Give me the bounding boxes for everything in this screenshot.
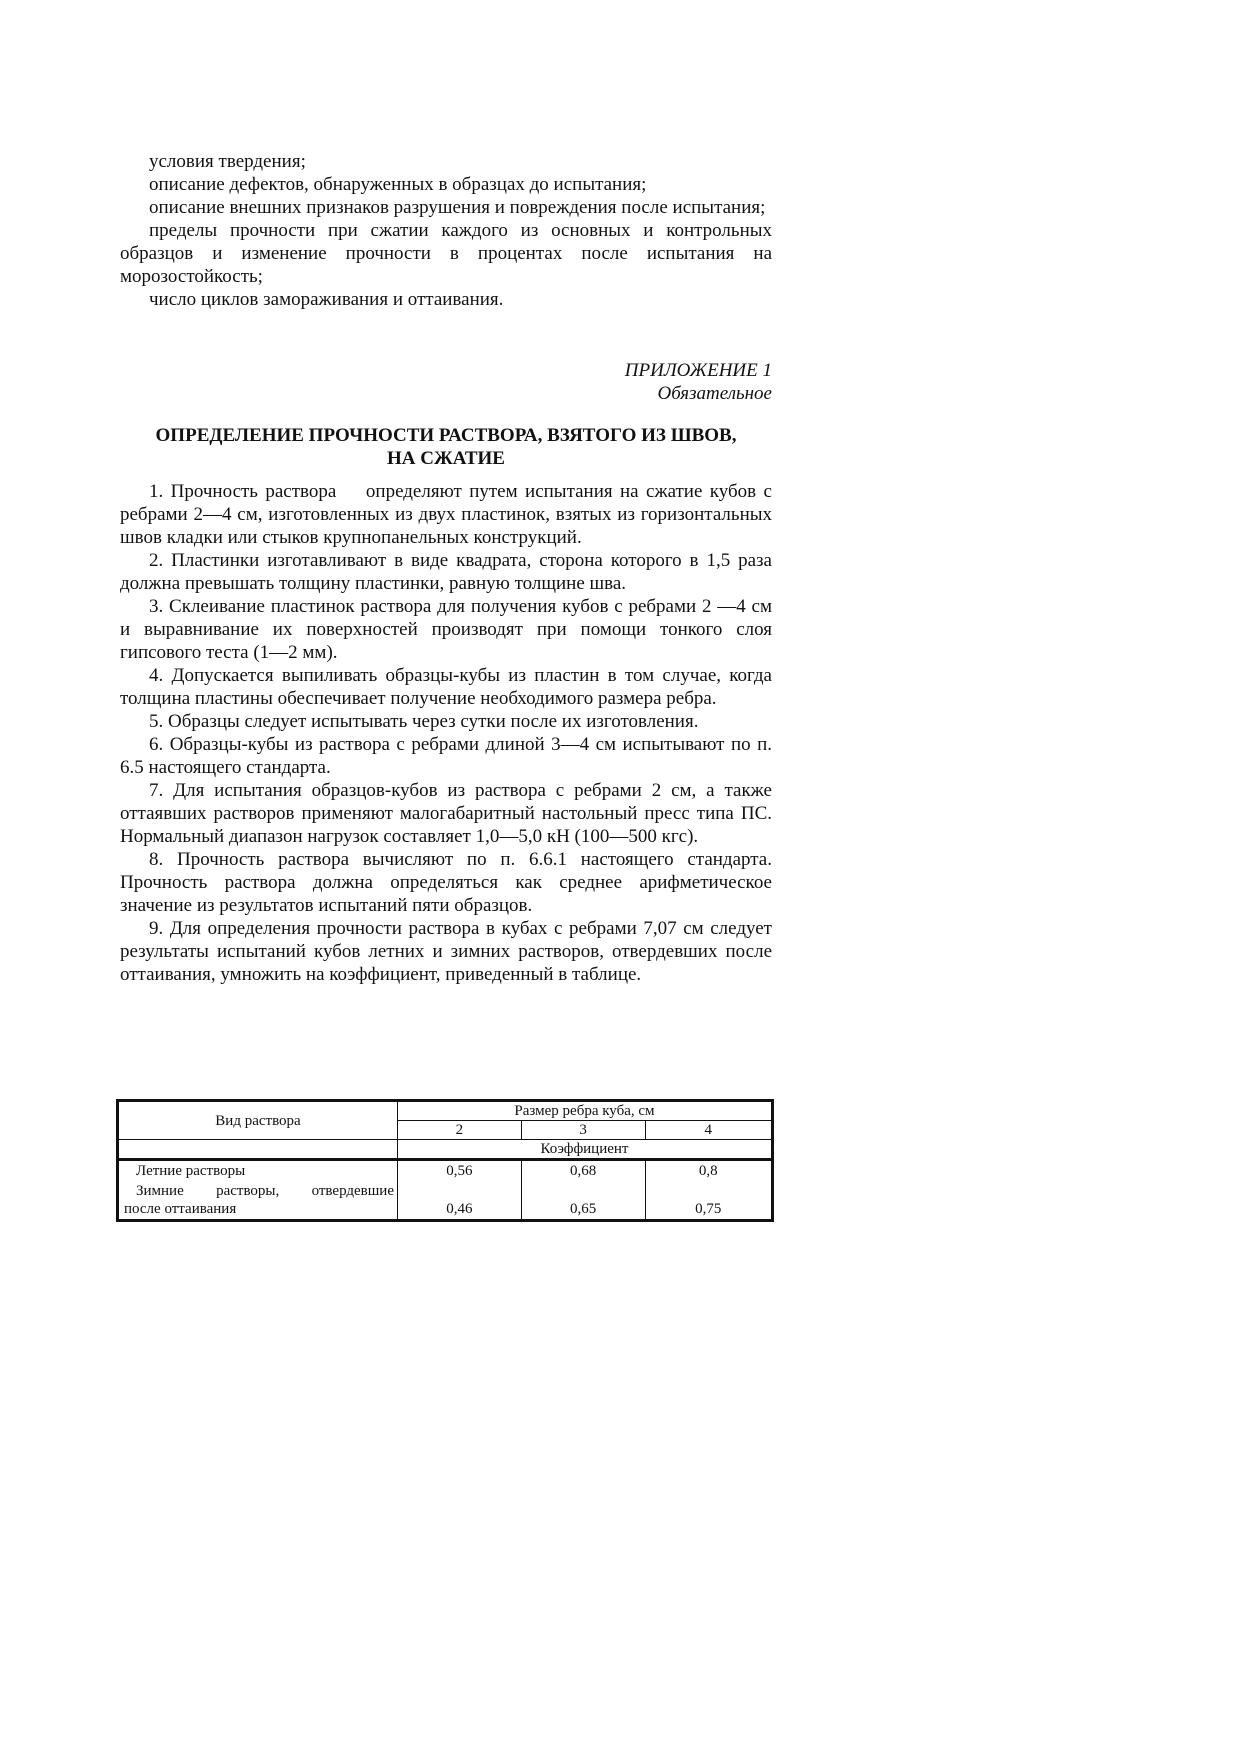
row-value: 0,65 [521, 1181, 645, 1221]
row-value: 0,68 [521, 1160, 645, 1182]
header-size-value: 3 [521, 1121, 645, 1140]
header-blank-cell [118, 1140, 398, 1160]
header-size-value: 2 [398, 1121, 522, 1140]
intro-item: условия твердения; [149, 151, 306, 172]
table-row [118, 1160, 773, 1182]
clause: 8. Прочность раствора вычисляют по п. 6.6.1 настоящего стандарта. Прочность раствора должна определяться как среднее арифметическое значение из результатов испытаний пяти образцов. [120, 849, 772, 916]
heading-line-1: ОПРЕДЕЛЕНИЕ ПРОЧНОСТИ РАСТВОРА, ВЗЯТОГО ИЗ ШВОВ, [155, 425, 737, 446]
clause: 1. Прочность раствора определяют путем испытания на сжатие кубов с ребрами 2—4 см, изготовленных из двух пластинок, взятых из горизонтальных швов кладки или стыков крупнопанельных конструкций. [120, 481, 777, 548]
row-kind-text: Зимние растворы, отвердевшие [136, 1183, 394, 1199]
row-kind-text: Летние растворы [136, 1163, 246, 1179]
clause: 2. Пластинки изготавливают в виде квадрата, сторона которого в 1,5 раза должна превышать толщину пластинки, равную толщине шва. [120, 550, 772, 594]
annex-status: Обязательное [657, 383, 772, 404]
intro-item: описание дефектов, обнаруженных в образцах до испытания; [149, 174, 647, 195]
clause: 5. Образцы следует испытывать через сутки после их изготовления. [149, 711, 699, 732]
row-value: 0,46 [398, 1181, 522, 1221]
annex-label-block [120, 359, 772, 405]
text-column [120, 150, 777, 986]
clause: 6. Образцы-кубы из раствора с ребрами длиной 3—4 см испытывают по п. 6.5 настоящего стандарта. [120, 734, 772, 778]
coefficient-table [116, 1099, 774, 1222]
clause: 3. Склеивание пластинок раствора для получения кубов с ребрами 2 —4 см и выравнивание их поверхностей производят при помощи тонкого слоя гипсового теста (1—2 мм). [120, 596, 772, 663]
table-header-row [118, 1101, 773, 1121]
row-kind [118, 1181, 398, 1221]
clause: 4. Допускается выпиливать образцы-кубы из пластин в том случае, когда толщина пластины обеспечивает получение необходимого размера ребра. [120, 665, 772, 709]
row-value: 0,56 [398, 1160, 522, 1182]
intro-item: пределы прочности при сжатии каждого из основных и контрольных образцов и изменение прочности в процентах после испытания на морозостойкость; [120, 220, 772, 287]
header-coefficient: Коэффициент [398, 1140, 773, 1160]
header-kind: Вид раствора [118, 1101, 398, 1140]
intro-item: число циклов замораживания и оттаивания. [149, 289, 504, 310]
header-size: Размер ребра куба, см [398, 1101, 773, 1121]
heading-line-2: НА СЖАТИЕ [387, 448, 505, 469]
clause: 7. Для испытания образцов-кубов из раствора с ребрами 2 см, а также оттаявших растворов применяют малогабаритный настольный пресс типа ПС. Нормальный диапазон нагрузок составляет 1,0—5,0 кН (100—500 кгс). [120, 780, 772, 847]
row-kind [118, 1160, 398, 1182]
table-header-row [118, 1140, 773, 1160]
row-kind-text: после оттаивания [124, 1201, 237, 1217]
row-value: 0,8 [645, 1160, 772, 1182]
row-value: 0,75 [645, 1181, 772, 1221]
section-heading [120, 424, 772, 470]
header-size-value: 4 [645, 1121, 772, 1140]
annex-label: ПРИЛОЖЕНИЕ 1 [624, 360, 772, 381]
clause: 9. Для определения прочности раствора в кубах с ребрами 7,07 см следует результаты испытаний кубов летних и зимних растворов, отвердевших после оттаивания, умножить на коэффициент, приведенный в таблице. [120, 918, 772, 985]
intro-item: описание внешних признаков разрушения и повреждения после испытания; [149, 197, 766, 218]
table-row [118, 1181, 773, 1221]
